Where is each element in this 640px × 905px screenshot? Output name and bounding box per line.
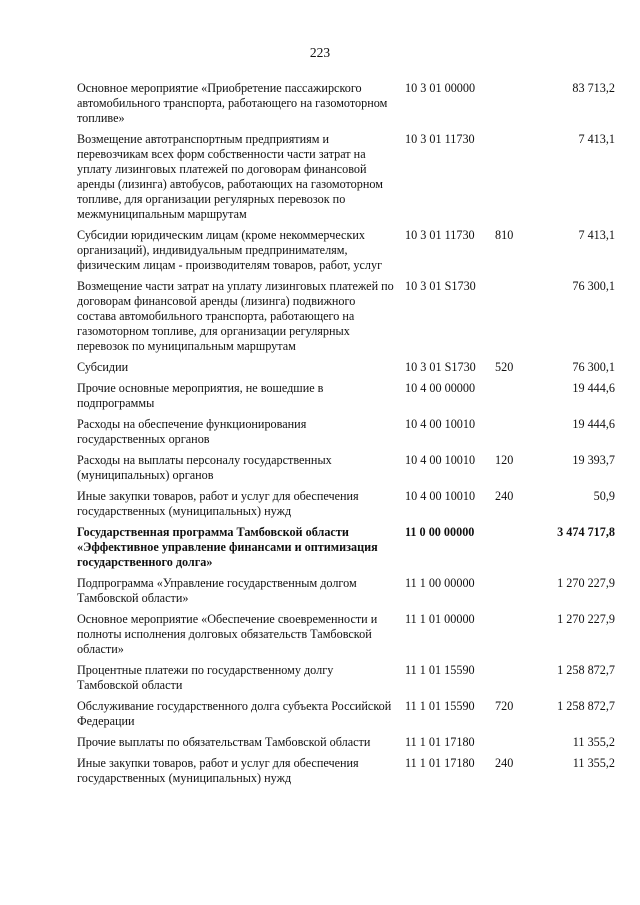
expense-name: Государственная программа Тамбовской области «Эффективное управление финансами и оптимизация государственного долга» xyxy=(77,525,378,569)
expense-name: Процентные платежи по государственному долгу Тамбовской области xyxy=(77,663,334,692)
expense-name: Обслуживание государственного долга субъекта Российской Федерации xyxy=(77,699,392,728)
expense-type-code: 810 xyxy=(495,228,514,242)
expense-name: Прочие основные мероприятия, не вошедшие в подпрограммы xyxy=(77,381,324,410)
table-row xyxy=(77,228,615,273)
expense-type-code: 240 xyxy=(495,756,514,770)
expense-type-code: 720 xyxy=(495,699,514,713)
target-code: 10 4 00 10010 xyxy=(405,453,476,467)
target-code: 10 3 01 00000 xyxy=(405,81,476,95)
amount: 1 258 872,7 xyxy=(557,699,615,713)
target-code: 10 4 00 10010 xyxy=(405,417,476,431)
target-code: 10 4 00 00000 xyxy=(405,381,476,395)
target-code: 10 4 00 10010 xyxy=(405,489,476,503)
amount: 76 300,1 xyxy=(572,360,615,374)
expense-name: Возмещение части затрат на уплату лизинговых платежей по договорам финансовой аренды (лизинга) подвижного состава автомобильного транспорта, работающего на газомоторном топливе, для организации регулярных перевозок по муниципальным маршрутам xyxy=(77,279,394,353)
amount: 1 270 227,9 xyxy=(557,576,615,590)
expense-name: Субсидии xyxy=(77,360,129,374)
table-row xyxy=(77,756,615,786)
table-row xyxy=(77,525,615,570)
expense-name: Прочие выплаты по обязательствам Тамбовской области xyxy=(77,735,371,749)
amount: 1 258 872,7 xyxy=(557,663,615,677)
target-code: 11 0 00 00000 xyxy=(405,525,475,539)
expense-name: Субсидии юридическим лицам (кроме некоммерческих организаций), индивидуальным предпринимателям, физическим лицам - производителям товаров, работ, услуг xyxy=(77,228,383,272)
table-row xyxy=(77,699,615,729)
amount: 76 300,1 xyxy=(572,279,615,293)
amount: 50,9 xyxy=(593,489,615,503)
target-code: 11 1 01 17180 xyxy=(405,756,475,770)
expense-name: Основное мероприятие «Приобретение пассажирского автомобильного транспорта, работающего на газомоторном топливе» xyxy=(77,81,388,125)
expense-name: Иные закупки товаров, работ и услуг для обеспечения государственных (муниципальных) нужд xyxy=(77,756,359,785)
amount: 19 444,6 xyxy=(572,381,615,395)
target-code: 10 3 01 S1730 xyxy=(405,279,476,293)
table-row xyxy=(77,663,615,693)
target-code: 11 1 01 00000 xyxy=(405,612,475,626)
expense-type-code: 520 xyxy=(495,360,514,374)
target-code: 11 1 01 15590 xyxy=(405,699,475,713)
target-code: 10 3 01 11730 xyxy=(405,228,475,242)
table-row xyxy=(77,735,615,750)
amount: 83 713,2 xyxy=(572,81,615,95)
page-number: 223 xyxy=(309,45,331,60)
amount: 11 355,2 xyxy=(572,735,615,749)
table-row xyxy=(77,417,615,447)
amount: 19 444,6 xyxy=(572,417,615,431)
table-row xyxy=(77,612,615,657)
amount: 7 413,1 xyxy=(578,132,615,146)
amount: 11 355,2 xyxy=(572,756,615,770)
target-code: 11 1 00 00000 xyxy=(405,576,475,590)
table-row xyxy=(77,279,615,354)
target-code: 11 1 01 17180 xyxy=(405,735,475,749)
table-row xyxy=(77,81,615,126)
table-row xyxy=(77,489,615,519)
expense-name: Расходы на выплаты персоналу государственных (муниципальных) органов xyxy=(77,453,332,482)
table-row xyxy=(77,576,615,606)
amount: 3 474 717,8 xyxy=(557,525,615,539)
target-code: 11 1 01 15590 xyxy=(405,663,475,677)
amount: 1 270 227,9 xyxy=(557,612,615,626)
target-code: 10 3 01 11730 xyxy=(405,132,475,146)
target-code: 10 3 01 S1730 xyxy=(405,360,476,374)
amount: 7 413,1 xyxy=(578,228,615,242)
budget-table xyxy=(77,81,615,792)
expense-type-code: 240 xyxy=(495,489,514,503)
table-row xyxy=(77,360,615,375)
amount: 19 393,7 xyxy=(572,453,615,467)
expense-name: Возмещение автотранспортным предприятиям и перевозчикам всех форм собственности части затрат на уплату лизинговых платежей по договорам финансовой аренды (лизинга) автобусов, работающих на газомоторном топливе, для организации регулярных перевозок по межмуниципальным маршрутам xyxy=(77,132,383,221)
expense-name: Иные закупки товаров, работ и услуг для обеспечения государственных (муниципальных) нужд xyxy=(77,489,359,518)
table-row xyxy=(77,381,615,411)
expense-name: Основное мероприятие «Обеспечение своевременности и полноты исполнения долговых обязательств Тамбовской области» xyxy=(77,612,378,656)
expense-name: Расходы на обеспечение функционирования государственных органов xyxy=(77,417,307,446)
expense-name: Подпрограмма «Управление государственным долгом Тамбовской области» xyxy=(77,576,357,605)
table-row xyxy=(77,453,615,483)
expense-type-code: 120 xyxy=(495,453,514,467)
table-row xyxy=(77,132,615,222)
